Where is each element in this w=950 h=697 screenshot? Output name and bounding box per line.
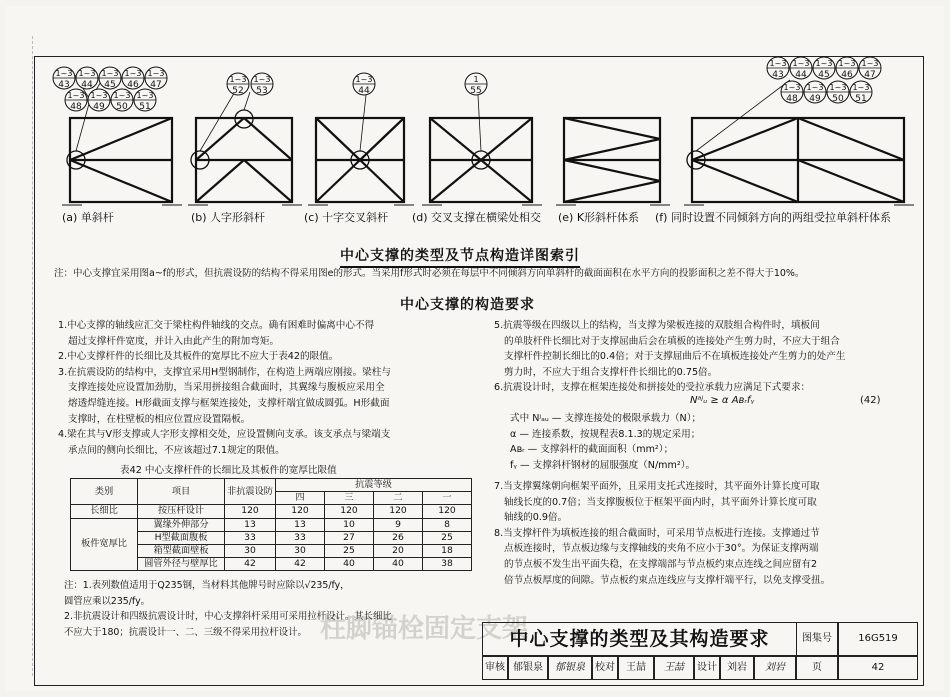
cell-value: 27	[325, 531, 374, 544]
page-label: 页	[796, 656, 838, 680]
cell-value: 40	[374, 558, 423, 571]
review-label: 审核	[482, 656, 508, 680]
refs-f	[767, 57, 881, 104]
caption-e: (e) K形斜杆体系	[558, 211, 640, 224]
designer-name: 刘岩	[720, 656, 754, 680]
detail-ref-range: 1	[473, 75, 479, 84]
detail-ref-page: 45	[104, 80, 116, 90]
caption-c: (c) 十字交叉斜杆	[304, 211, 389, 224]
cell-value: 18	[423, 544, 472, 557]
detail-ref-range: 1~3	[113, 91, 131, 100]
detail-ref-page: 46	[127, 80, 139, 90]
detail-ref-page: 47	[864, 70, 876, 80]
refs-d	[465, 73, 487, 96]
detail-ref-range: 1~3	[806, 83, 824, 92]
detail-ref-page: 46	[841, 70, 853, 80]
th-grade: 二	[374, 492, 423, 505]
limit-table	[70, 478, 472, 571]
detail-ref-page: 48	[786, 94, 798, 104]
cell-item: 按压杆设计	[138, 505, 225, 518]
right-line: 6.抗震设计时，支撑在框架连接处和拼接处的受拉承载力应满足下式要求：	[494, 382, 811, 394]
detail-ref-range: 1~3	[355, 75, 373, 84]
detail-ref-page: 53	[256, 86, 268, 96]
formula-symbols	[510, 411, 701, 473]
symbol-line: 式中 Nʲₐᵤ — 支撑连接处的极限承载力（N）；	[510, 413, 702, 424]
right-line: 5.抗震等级在四级以上的结构，当支撑为梁板连接的双肢组合构件时，填板间	[494, 320, 820, 331]
cell-value: 42	[225, 558, 276, 571]
caption-a: (a) 单斜杆	[62, 211, 114, 224]
designer-signature: 刘岩	[754, 656, 796, 680]
right-line: 轴线长度的0.7倍；当支撑腹板位于框架平面内时，其平面外计算长度可取	[504, 496, 817, 508]
detail-ref-page: 44	[81, 80, 93, 90]
detail-ref-range: 1~3	[815, 59, 833, 68]
cell-value: 8	[423, 518, 472, 531]
cell-value: 40	[325, 558, 374, 571]
cell-item: 圆管外径与壁厚比	[138, 558, 225, 571]
table-note-line: 注：1.表列数值适用于Q235钢，当材料其他牌号时应除以√235/fy，	[64, 580, 350, 591]
detail-ref-page: 45	[818, 70, 830, 80]
detail-ref-page: 43	[772, 70, 784, 80]
left-line: 1.中心支撑的轴线应汇交于梁柱构件轴线的交点。确有困难时偏离中心不得	[58, 320, 375, 331]
cell-value: 33	[225, 531, 276, 544]
diagram-b	[196, 118, 292, 202]
left-line: 超过支撑杆件宽度，并计入由此产生的附加弯矩。	[68, 335, 280, 347]
cell-value: 120	[225, 505, 276, 518]
right-line: 点板连接时，节点板边缘与支撑轴线的夹角不应小于30°。为保证支撑两端	[504, 543, 819, 555]
diagram-c	[316, 118, 404, 202]
detail-ref-page: 50	[832, 94, 844, 104]
detail-ref-range: 1~3	[101, 69, 119, 78]
right-line: 7.当支撑翼缘朝向框架平面外，且采用支托式连接时，其平面外计算长度可取	[494, 481, 820, 492]
left-line: 支撑连接处应设置加劲肋，当采用拼接组合截面时，其翼缘与腹板应采用全	[68, 382, 385, 394]
formula-number: (42)	[860, 395, 881, 406]
th-seismic: 抗震等级	[276, 479, 472, 492]
cell-value: 25	[423, 531, 472, 544]
cell-item: 箱型截面壁板	[138, 544, 225, 557]
cell-value: 38	[423, 558, 472, 571]
requirements-title: 中心支撑的构造要求	[400, 297, 535, 313]
detail-ref-range: 1~3	[55, 69, 73, 78]
symbol-line: fᵧ — 支撑斜杆钢材的屈服强度（N/mm²）。	[510, 459, 696, 471]
cell-value: 120	[423, 505, 472, 518]
table-row	[71, 518, 472, 531]
detail-ref-range: 1~3	[229, 75, 247, 84]
cell-value: 120	[276, 505, 325, 518]
detail-ref-page: 47	[150, 80, 162, 90]
right-line: 8.当支撑杆件为填板连接的组合截面时，可采用节点板进行连接。支撑通过节	[494, 527, 820, 539]
cell-value: 30	[276, 544, 325, 557]
caption-f: (f) 同时设置不同倾斜方向的两组受拉单斜杆体系	[655, 211, 891, 224]
atlas-number: 16G519	[838, 622, 918, 656]
sheet-title: 中心支撑的类型及节点构造详图索引	[340, 245, 580, 268]
left-line: 熔透焊缝连接。H形截面支撑与框架连接处，支撑杆端宜做成圆弧。H形截面	[68, 397, 390, 409]
diagram-d	[430, 118, 532, 202]
right-requirements	[494, 318, 845, 396]
cell-value: 120	[325, 505, 374, 518]
cell-value: 25	[325, 544, 374, 557]
detail-ref-range: 1~3	[838, 59, 856, 68]
detail-ref-page: 52	[232, 86, 244, 96]
detail-ref-range: 1~3	[124, 69, 142, 78]
detail-ref-page: 48	[70, 102, 82, 112]
detail-ref-page: 49	[93, 102, 105, 112]
refs-a	[53, 67, 167, 112]
caption-d: (d) 交叉支撑在横梁处相交	[412, 211, 542, 224]
detail-ref-page: 44	[358, 86, 370, 96]
bleed-through-text: 柱脚锚栓固定支架	[320, 614, 529, 644]
detail-ref-range: 1~3	[829, 83, 847, 92]
detail-ref-range: 1~3	[783, 83, 801, 92]
formula: Nᵃʲᵤ ≥ α Aʙᵣfᵧ	[690, 395, 755, 406]
table-note-line: 圆管应乘以235/fy。	[64, 595, 150, 607]
detail-ref-page: 51	[139, 102, 151, 112]
cell-value: 20	[374, 544, 423, 557]
reviewer-signature: 郁银泉	[548, 656, 592, 680]
detail-ref-range: 1~3	[78, 69, 96, 78]
table-caption: 表42 中心支撑杆件的长细比及其板件的宽厚比限值	[120, 465, 337, 476]
left-line: 承点间的侧向长细比，不应该超过7.1规定的限值。	[68, 444, 285, 456]
cell-value: 10	[325, 518, 374, 531]
left-line: 2.中心支撑杆件的长细比及其板件的宽厚比不应大于表42的限值。	[58, 351, 339, 363]
detail-ref-range: 1~3	[67, 91, 85, 100]
check-label: 校对	[592, 656, 618, 680]
cell-value: 33	[276, 531, 325, 544]
design-label: 设计	[694, 656, 720, 680]
left-line: 支撑时，在柱壁板的相应位置应设置隔板。	[68, 413, 251, 425]
symbol-line: α — 连接系数，按规程表8.1.3的规定采用；	[510, 428, 701, 440]
detail-ref-range: 1~3	[861, 59, 879, 68]
cell-value: 13	[276, 518, 325, 531]
right-requirements-2	[494, 479, 830, 588]
main-note: 注：中心支撑宜采用图a~f的形式，但抗震设防的结构不得采用图e的形式。当采用f形式时必须在每层中不同倾斜方向单斜杆的截面面积在水平方向的投影面积之差不得大于10%。	[54, 268, 805, 279]
table-note-line: 不应大于180；抗震设计一、二、三级不得采用拉杆设计。	[64, 626, 307, 638]
th-category: 类别	[71, 479, 138, 505]
cell-value: 9	[374, 518, 423, 531]
detail-ref-page: 51	[855, 94, 867, 104]
detail-ref-page: 44	[795, 70, 807, 80]
checker-signature: 王喆	[654, 656, 694, 680]
cell-value: 120	[374, 505, 423, 518]
title-block	[482, 622, 918, 680]
detail-ref-page: 55	[470, 86, 482, 96]
diagram-f	[692, 118, 904, 202]
left-requirements	[58, 318, 391, 458]
table-note-line: 2.非抗震设计和四级抗震设计时，中心支撑斜杆采用可采用拉杆设计。其长细比	[64, 611, 392, 623]
refs-c	[353, 73, 375, 96]
th-item: 项目	[138, 479, 225, 505]
left-line: 4.梁在其与V形支撑或人字形支撑相交处，应设置侧向支承。该支承点与梁端支	[58, 429, 391, 441]
table-notes	[64, 578, 392, 640]
cell-category: 长细比	[71, 505, 138, 518]
checker-name: 王喆	[618, 656, 654, 680]
th-grade: 一	[423, 492, 472, 505]
reviewer-name: 郁银泉	[508, 656, 548, 680]
right-line: 剪力时，不应大于组合支撑杆件长细比的0.75倍。	[504, 366, 718, 378]
right-line: 倍节点板厚度的间隙。节点板约束点连线应与支撑杆端平行，以免支撑受扭。	[504, 574, 831, 586]
atlas-label: 图集号	[796, 622, 838, 656]
right-line: 的单肢杆件长细比对于支撑屈曲后会在填板的连接处产生剪力时，不应大于组合	[504, 335, 840, 347]
detail-ref-page: 49	[809, 94, 821, 104]
cell-value: 42	[276, 558, 325, 571]
cell-item: 翼缘外伸部分	[138, 518, 225, 531]
diagram-e	[564, 118, 660, 202]
detail-ref-page: 43	[58, 80, 70, 90]
right-line: 支撑杆件控制长细比的0.4倍；对于支撑屈曲后不在填板连接处产生剪力的处产生	[504, 351, 846, 363]
cell-value: 13	[225, 518, 276, 531]
page-number: 42	[838, 656, 918, 680]
cell-value: 26	[374, 531, 423, 544]
th-grade: 四	[276, 492, 325, 505]
cell-category: 板件宽厚比	[71, 518, 138, 571]
cell-item: H型截面腹板	[138, 531, 225, 544]
detail-ref-range: 1~3	[792, 59, 810, 68]
right-line: 轴线的0.9倍。	[504, 512, 568, 524]
th-grade: 三	[325, 492, 374, 505]
left-line: 3.在抗震设防的结构中，支撑宜采用H型钢制作，在构造上两端应刚接。梁柱与	[58, 366, 391, 378]
detail-ref-range: 1~3	[90, 91, 108, 100]
detail-ref-range: 1~3	[769, 59, 787, 68]
table-row	[71, 505, 472, 518]
detail-ref-range: 1~3	[147, 69, 165, 78]
detail-ref-range: 1~3	[253, 75, 271, 84]
detail-ref-page: 50	[116, 102, 128, 112]
symbol-line: Aʙᵣ — 支撑斜杆的截面面积（mm²）；	[510, 444, 674, 456]
cell-value: 30	[225, 544, 276, 557]
detail-ref-range: 1~3	[136, 91, 154, 100]
right-line: 的节点板不发生出平面失稳，在支撑端部与节点板约束点连线之间应留有2	[504, 558, 818, 570]
detail-ref-range: 1~3	[852, 83, 870, 92]
th-nonseismic: 非抗震设防	[225, 479, 276, 505]
drawing-title: 中心支撑的类型及其构造要求	[482, 622, 796, 656]
caption-b: (b) 人字形斜杆	[191, 211, 266, 224]
